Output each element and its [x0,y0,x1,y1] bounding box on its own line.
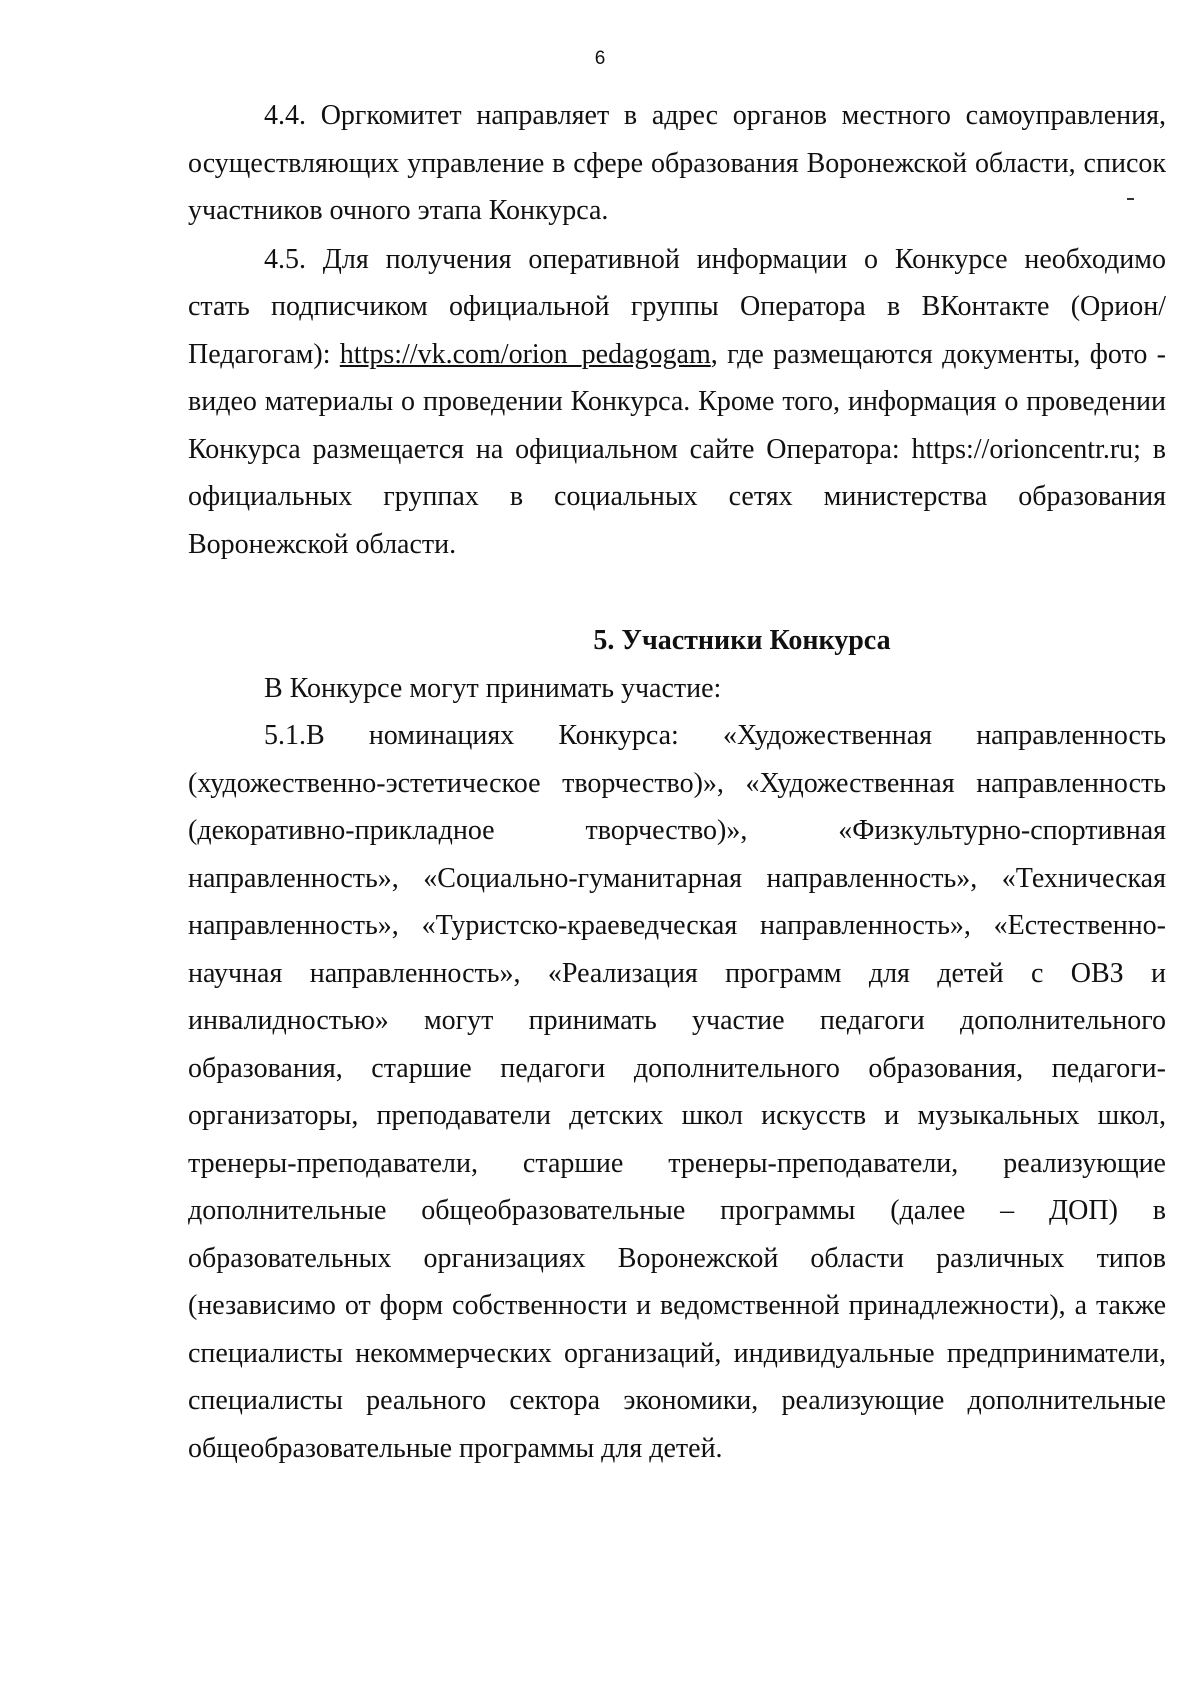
document-body [188,92,1166,1472]
paragraph-4-5-text-end: , где размещаются документы, фото - видео материалы о проведении Конкурса. Кроме того, информация о проведении Конкурса размещается на официальном сайте Оператора: https://orioncentr.ru; в официальных группах в социальных сетях министерства образования Воронежской области. [188,338,1166,560]
section-5-heading: 5. Участники Конкурса [593,625,891,656]
section-5-lead: В Конкурсе могут принимать участие: [264,672,722,704]
paragraph-4-4: 4.4. Оргкомитет направляет в адрес органов местного самоуправления, осуществляющих управление в сфере образования Воронежской области, список участников очного этапа Конкурса. [188,100,1166,226]
paragraph-4-5-text-start: 4.5. Для получения оперативной информации о Конкурсе необходимо стать подписчиком официальной группы Оператора в ВКонтакте (Орион/Педагогам): [188,243,1166,370]
vk-group-link[interactable]: https://vk.com/orion_pedagogam [339,338,711,370]
page-number: 6 [594,48,606,69]
paragraph-5-1: 5.1.В номинациях Конкурса: «Художественная направленность (художественно-эстетическое творчество)», «Художественная направленность (декоративно-прикладное творчество)», «Физкультурно-спортивная направленность», «Социально-гуманитарная направленность», «Техническая направленность», «Туристско-краеведческая направленность», «Естественно-научная направленность», «Реализация программ для детей с ОВЗ и инвалидностью» могут принимать участие педагоги дополнительного образования, старшие педагоги дополнительного образования, педагоги-организаторы, преподаватели детских школ искусств и музыкальных школ, тренеры-преподаватели, старшие тренеры-преподаватели, реализующие дополнительные общеобразовательные программы (далее – ДОП) в образовательных организациях Воронежской области различных типов (независимо от форм собственности и ведомственной принадлежности), а также специалисты некоммерческих организаций, индивидуальные предприниматели, специалисты реального сектора экономики, реализующие дополнительные общеобразовательные программы для детей. [188,720,1166,1464]
paragraph-4-5 [188,236,1166,569]
